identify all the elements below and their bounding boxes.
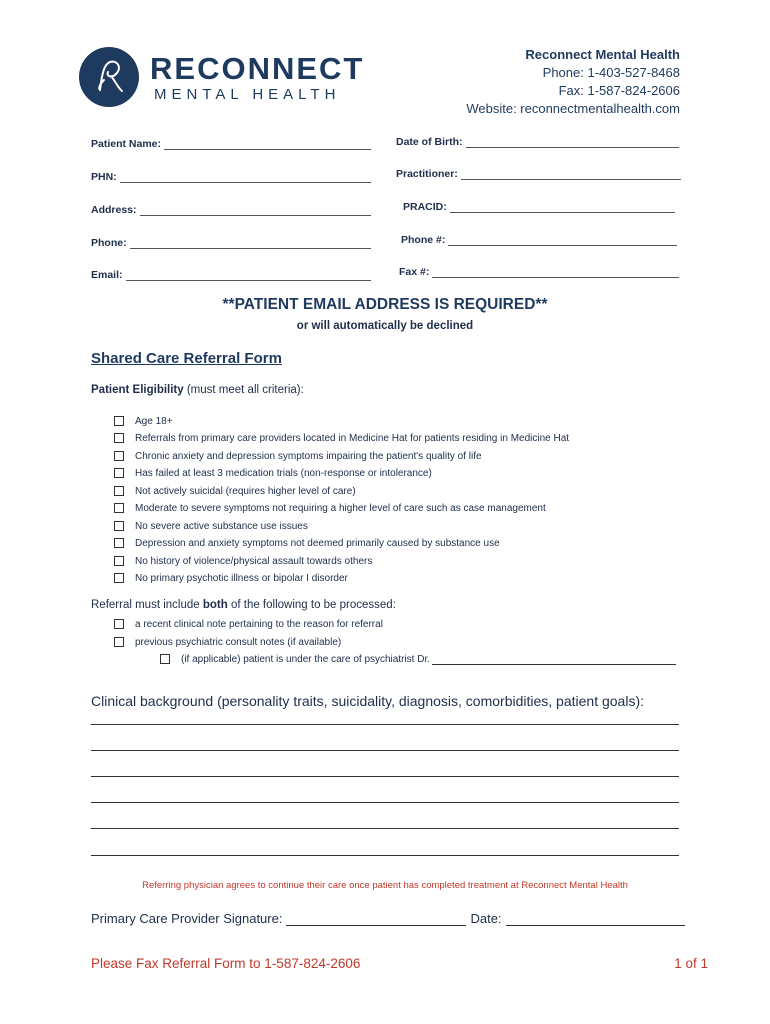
- criteria-item[interactable]: [114, 571, 348, 585]
- field-label: Patient Name:: [91, 138, 162, 150]
- checkbox[interactable]: [114, 451, 124, 461]
- field-phone[interactable]: [91, 235, 371, 249]
- email-required-notice: **PATIENT EMAIL ADDRESS IS REQUIRED**: [222, 296, 548, 313]
- criteria-item[interactable]: [114, 431, 569, 445]
- criteria-item[interactable]: [114, 466, 432, 480]
- requirements-heading: [91, 599, 396, 611]
- fax-instruction: Please Fax Referral Form to 1-587-824-2606: [91, 956, 361, 971]
- date-label: Date:: [470, 911, 502, 926]
- criteria-item[interactable]: [114, 554, 372, 568]
- logo-mark-icon: [78, 44, 144, 110]
- eligibility-heading-rest: (must meet all criteria):: [183, 384, 304, 396]
- field-line[interactable]: [126, 270, 371, 281]
- contact-block: [466, 46, 680, 118]
- requirements-heading-post: of the following to be processed:: [227, 599, 396, 611]
- criteria-label: Referrals from primary care providers located in Medicine Hat for patients residing in Medicine Hat: [135, 432, 570, 444]
- field-line[interactable]: [130, 238, 371, 249]
- criteria-item[interactable]: [114, 414, 173, 428]
- checkbox[interactable]: [114, 416, 124, 426]
- field-line[interactable]: [140, 205, 371, 216]
- date-line[interactable]: [506, 913, 685, 926]
- field-phone-number[interactable]: [401, 232, 677, 246]
- field-label: PRACID:: [403, 201, 447, 213]
- field-practitioner[interactable]: [396, 166, 681, 180]
- writing-line[interactable]: [91, 776, 679, 777]
- checkbox[interactable]: [114, 486, 124, 496]
- criteria-label: Not actively suicidal (requires higher level of care): [135, 485, 356, 497]
- signature-label: Primary Care Provider Signature:: [91, 911, 283, 926]
- logo-subtitle: MENTAL HEALTH: [154, 86, 341, 103]
- field-line[interactable]: [450, 202, 675, 213]
- field-fax-number[interactable]: [399, 264, 679, 278]
- criteria-label: Depression and anxiety symptoms not deemed primarily caused by substance use: [135, 537, 500, 549]
- email-required-subtitle: or will automatically be declined: [296, 320, 474, 332]
- logo: [78, 44, 368, 110]
- eligibility-heading: [91, 384, 304, 396]
- criteria-label: Moderate to severe symptoms not requiring a higher level of care such as case management: [135, 502, 546, 514]
- field-date-of-birth[interactable]: [396, 134, 679, 148]
- requirement-label: previous psychiatric consult notes (if available): [135, 636, 342, 648]
- criteria-label: No severe active substance use issues: [135, 520, 308, 532]
- requirement-sublabel: (if applicable) patient is under the care of psychiatrist Dr.: [181, 653, 431, 665]
- checkbox[interactable]: [114, 619, 124, 629]
- checkbox[interactable]: [114, 556, 124, 566]
- criteria-label: No history of violence/physical assault towards others: [135, 555, 373, 567]
- field-line[interactable]: [164, 139, 371, 150]
- requirements-heading-pre: Referral must include: [91, 599, 203, 611]
- requirement-item[interactable]: [114, 617, 383, 631]
- field-address[interactable]: [91, 202, 371, 216]
- checkbox[interactable]: [114, 637, 124, 647]
- requirement-item[interactable]: [114, 635, 341, 649]
- field-label: Address:: [91, 204, 137, 216]
- criteria-item[interactable]: [114, 501, 546, 515]
- checkbox[interactable]: [114, 538, 124, 548]
- field-pracid[interactable]: [403, 199, 675, 213]
- agreement-note: Referring physician agrees to continue their care once patient has completed treatment at Reconnect Mental Health: [142, 880, 628, 891]
- org-phone: Phone: 1-403-527-8468: [542, 65, 680, 80]
- criteria-item[interactable]: [114, 449, 482, 463]
- writing-line[interactable]: [91, 828, 679, 829]
- field-label: PHN:: [91, 171, 117, 183]
- org-fax: Fax: 1-587-824-2606: [558, 83, 680, 98]
- writing-line[interactable]: [91, 855, 679, 856]
- criteria-label: No primary psychotic illness or bipolar I disorder: [135, 572, 348, 584]
- checkbox[interactable]: [114, 521, 124, 531]
- checkbox[interactable]: [114, 573, 124, 583]
- criteria-label: Chronic anxiety and depression symptoms impairing the patient's quality of life: [135, 450, 482, 462]
- signature-line[interactable]: [286, 913, 466, 926]
- criteria-item[interactable]: [114, 536, 500, 550]
- field-label: Phone #:: [401, 234, 446, 246]
- writing-line[interactable]: [91, 724, 679, 725]
- criteria-item[interactable]: [114, 484, 356, 498]
- field-phn[interactable]: [91, 169, 371, 183]
- checkbox[interactable]: [160, 654, 170, 664]
- signature-row: [91, 911, 685, 926]
- field-label: Practitioner:: [396, 168, 458, 180]
- requirement-label: a recent clinical note pertaining to the reason for referral: [135, 618, 383, 630]
- field-label: Date of Birth:: [396, 136, 463, 148]
- writing-line[interactable]: [91, 802, 679, 803]
- field-line[interactable]: [120, 172, 371, 183]
- page-number: 1 of 1: [674, 956, 708, 971]
- field-line[interactable]: [466, 137, 680, 148]
- eligibility-heading-bold: Patient Eligibility: [91, 384, 184, 396]
- checkbox[interactable]: [114, 503, 124, 513]
- requirements-heading-bold: both: [202, 599, 228, 611]
- org-name: Reconnect Mental Health: [525, 47, 680, 62]
- field-label: Fax #:: [399, 266, 430, 278]
- psychiatrist-name-line[interactable]: [432, 654, 676, 665]
- field-patient-name[interactable]: [91, 136, 371, 150]
- criteria-item[interactable]: [114, 519, 308, 533]
- criteria-label: Has failed at least 3 medication trials (non-response or intolerance): [135, 467, 432, 479]
- form-title: Shared Care Referral Form: [91, 350, 282, 367]
- checkbox[interactable]: [114, 433, 124, 443]
- checkbox[interactable]: [114, 468, 124, 478]
- clinical-background-label: Clinical background (personality traits, suicidality, diagnosis, comorbidities, patient goals):: [91, 693, 644, 709]
- writing-line[interactable]: [91, 750, 679, 751]
- field-label: Email:: [91, 269, 123, 281]
- field-email[interactable]: [91, 267, 371, 281]
- field-line[interactable]: [448, 235, 677, 246]
- field-label: Phone:: [91, 237, 127, 249]
- criteria-label: Age 18+: [135, 415, 173, 427]
- field-line[interactable]: [432, 267, 679, 278]
- org-website: Website: reconnectmentalhealth.com: [466, 101, 680, 116]
- logo-wordmark: RECONNECT: [150, 51, 365, 86]
- requirement-subitem[interactable]: [160, 652, 676, 666]
- field-line[interactable]: [461, 169, 681, 180]
